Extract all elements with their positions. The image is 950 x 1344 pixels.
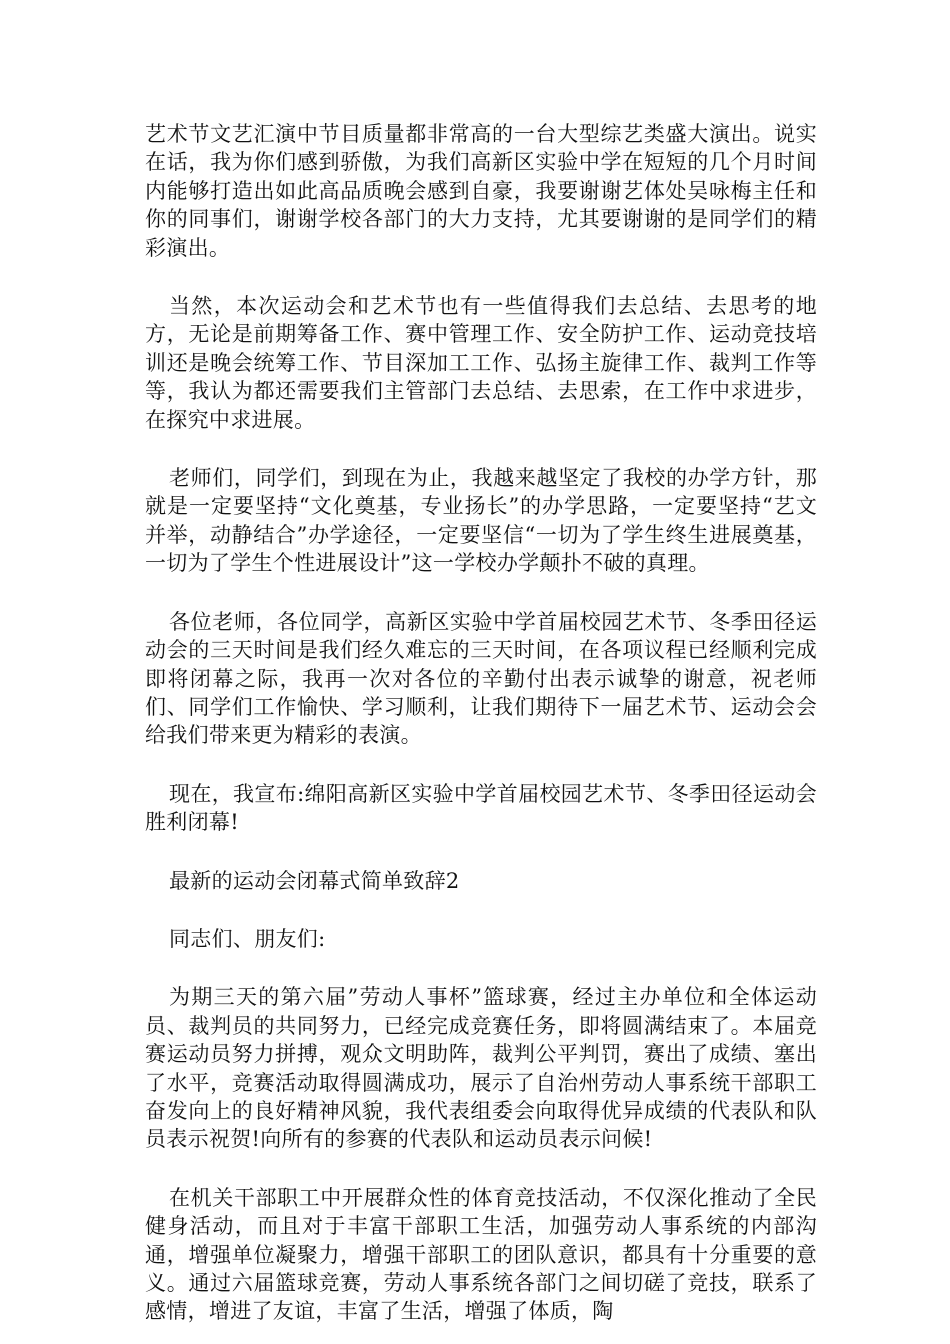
- paragraph-gap: [145, 750, 817, 780]
- paragraph-gap: [145, 895, 817, 925]
- paragraph-gap: [145, 434, 817, 464]
- paragraph-gap: [145, 1154, 817, 1184]
- section-heading: 最新的运动会闭幕式简单致辞2: [169, 868, 460, 893]
- paragraph: 在机关干部职工中开展群众性的体育竞技活动，不仅深化推动了全民健身活动，而且对于丰富干部职工生活，加强劳动人事系统的内部沟通，增强单位凝聚力，增强干部职工的团队意识，都具有十分重要的意义。通过六届篮球竞赛，劳动人事系统各部门之间切磋了竞技，联系了感情，增进了友谊，丰富了生活，增强了体质，陶: [145, 1185, 817, 1324]
- paragraph: 当然，本次运动会和艺术节也有一些值得我们去总结、去思考的地方，无论是前期筹备工作、赛中管理工作、安全防护工作、运动竞技培训还是晚会统筹工作、节目深加工工作、弘扬主旋律工作、裁判工作等等，我认为都还需要我们主管部门去总结、去思索，在工作中求进步，在探究中求进展。: [145, 294, 817, 432]
- paragraph-gap: [145, 578, 817, 608]
- paragraph-gap: [145, 837, 817, 867]
- document-body: [145, 120, 817, 1326]
- paragraph: 老师们，同学们，到现在为止，我越来越坚定了我校的办学方针，那就是一定要坚持“文化奠基，专业扬长”的办学思路，一定要坚持“艺文并举，动静结合”办学途径，一定要坚信“一切为了学生终生进展奠基，一切为了学生个性进展设计”这一学校办学颠扑不破的真理。: [145, 466, 817, 576]
- paragraph: 艺术节文艺汇演中节目质量都非常高的一台大型综艺类盛大演出。说实在话，我为你们感到骄傲，为我们高新区实验中学在短短的几个月时间内能够打造出如此高品质晚会感到自豪，我要谢谢艺体处吴咏梅主任和你的同事们，谢谢学校各部门的大力支持，尤其要谢谢的是同学们的精彩演出。: [145, 122, 817, 260]
- paragraph: 现在，我宣布:绵阳高新区实验中学首届校园艺术节、冬季田径运动会胜利闭幕!: [145, 781, 817, 835]
- paragraph: 为期三天的第六届”劳动人事杯”篮球赛，经过主办单位和全体运动员、裁判员的共同努力，已经完成竞赛任务，即将圆满结束了。本届竞赛运动员努力拼搏，观众文明助阵，裁判公平判罚，赛出了成绩、塞出了水平，竞赛活动取得圆满成功，展示了自治州劳动人事系统干部职工奋发向上的良好精神风貌，我代表组委会向取得优异成绩的代表队和队员表示祝贺!向所有的参赛的代表队和运动员表示问候!: [145, 985, 817, 1152]
- paragraph: 各位老师，各位同学，高新区实验中学首届校园艺术节、冬季田径运动会的三天时间是我们经久难忘的三天时间，在各项议程已经顺利完成即将闭幕之际，我再一次对各位的辛勤付出表示诚挚的谢意，祝老师们、同学们工作愉快、学习顺利，让我们期待下一届艺术节、运动会会给我们带来更为精彩的表演。: [145, 609, 817, 748]
- paragraph-gap: [145, 262, 817, 292]
- paragraph-gap: [145, 953, 817, 983]
- salutation: 同志们、朋友们:: [169, 926, 326, 951]
